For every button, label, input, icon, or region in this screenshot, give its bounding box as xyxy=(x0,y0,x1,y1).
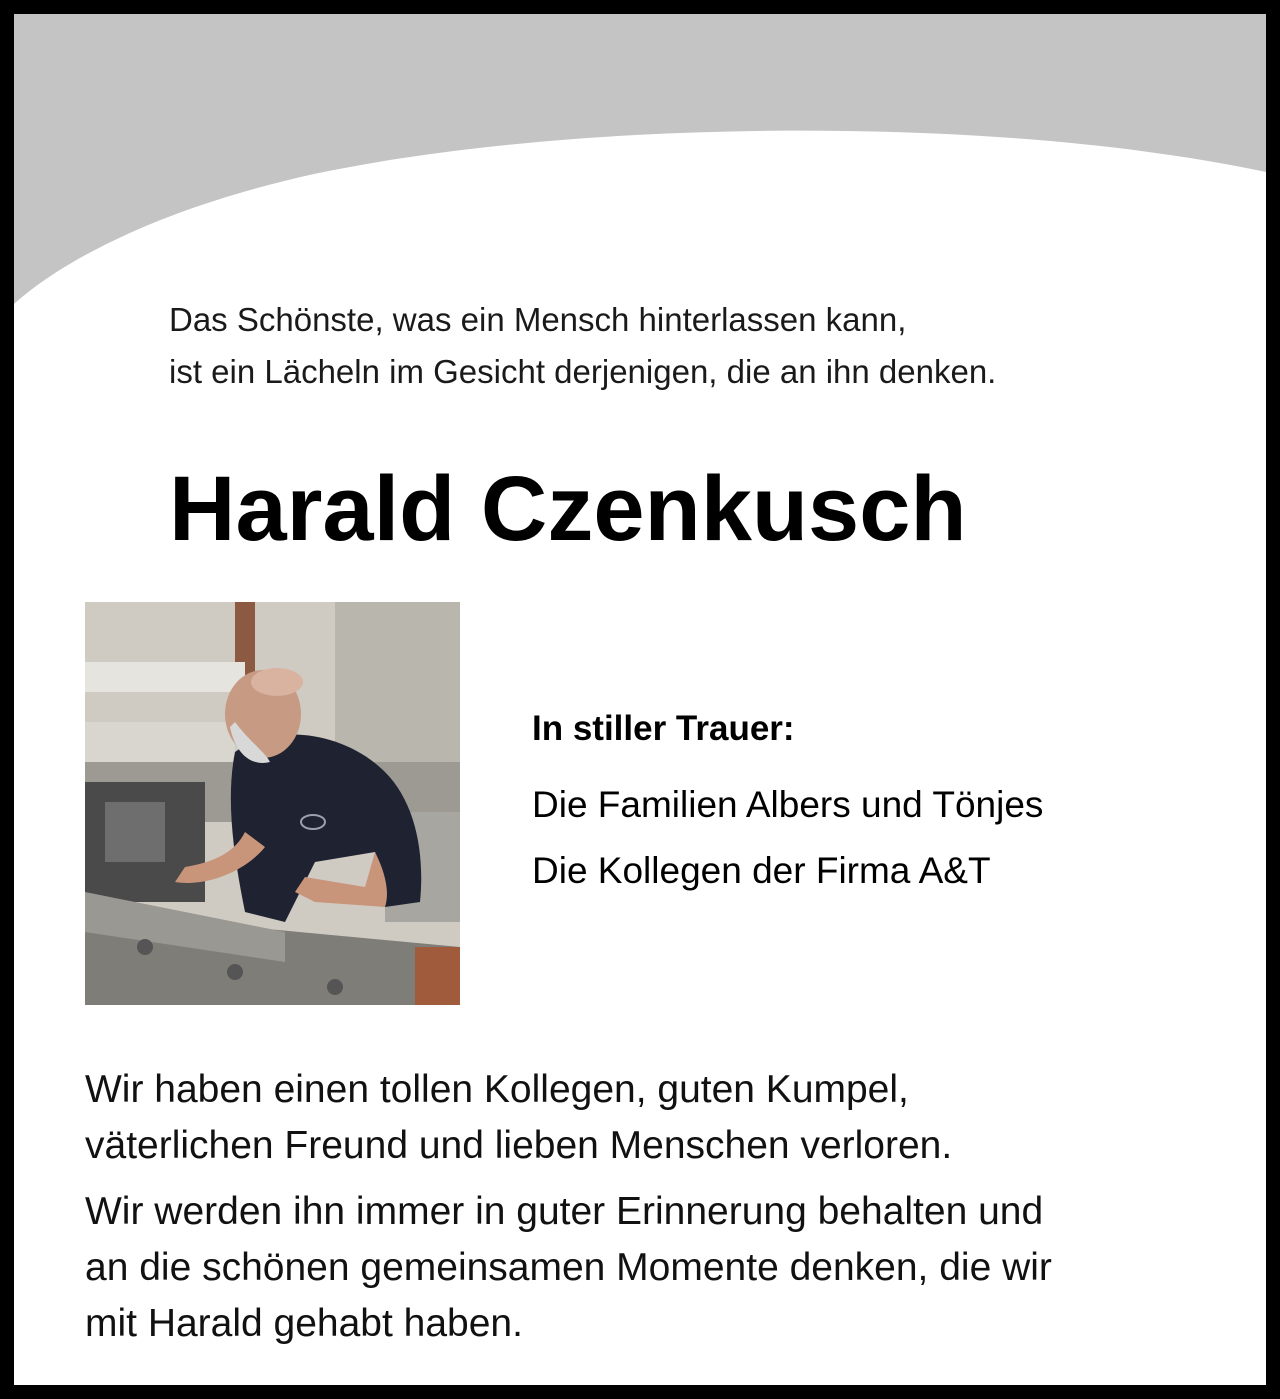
portrait-photo xyxy=(85,602,460,1005)
mourner-entry: Die Kollegen der Firma A&T xyxy=(532,850,991,891)
message-line: an die schönen gemeinsamen Momente denken, die wir xyxy=(85,1246,1052,1289)
message-line: Wir haben einen tollen Kollegen, guten Kumpel, xyxy=(85,1068,909,1111)
portrait-photo-illustration xyxy=(85,602,460,1005)
mourner-entry: Die Familien Albers und Tönjes xyxy=(532,784,1044,825)
quote-line: ist ein Lächeln im Gesicht derjenigen, die an ihn denken. xyxy=(169,353,997,390)
message-paragraph xyxy=(85,1184,1235,1352)
message-paragraph xyxy=(85,1062,1235,1174)
message-line: Wir werden ihn immer in guter Erinnerung behalten und xyxy=(85,1190,1044,1233)
mourners-heading: In stiller Trauer: xyxy=(532,709,795,748)
quote-line: Das Schönste, was ein Mensch hinterlassen kann, xyxy=(169,301,907,338)
memorial-message xyxy=(85,1062,1235,1362)
decorative-swoosh xyxy=(14,14,1266,334)
memorial-quote xyxy=(169,294,996,398)
deceased-name: Harald Czenkusch xyxy=(169,458,967,560)
message-line: mit Harald gehabt haben. xyxy=(85,1302,523,1345)
message-line: väterlichen Freund und lieben Menschen verloren. xyxy=(85,1124,953,1167)
mourners-block xyxy=(532,704,1043,904)
